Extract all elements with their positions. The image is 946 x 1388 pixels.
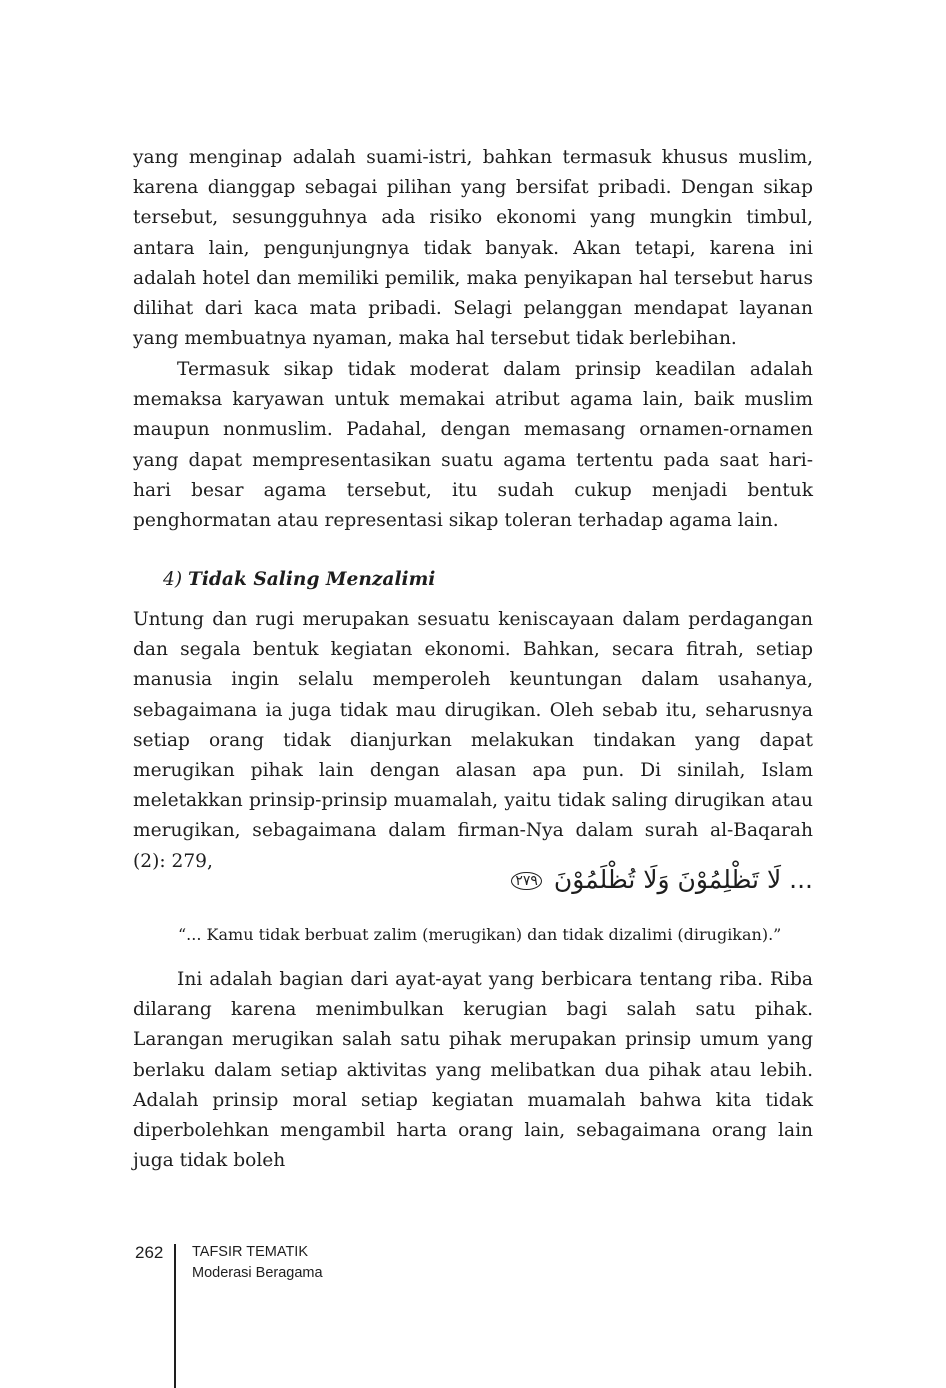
arabic-verse bbox=[511, 860, 813, 900]
body-paragraph: Termasuk sikap tidak moderat dalam prinsip keadilan adalah memaksa karyawan untuk memakai atribut agama lain, baik muslim maupun nonmuslim. Padahal, dengan memasang ornamen-ornamen yang dapat mempresentasikan suatu agama tertentu pada saat hari-hari besar agama tersebut, itu sudah cukup menjadi bentuk penghormatan atau representasi sikap toleran terhadap agama lain. bbox=[133, 359, 813, 532]
page-number: 262 bbox=[135, 1243, 164, 1262]
section-title: Tidak Saling Menzalimi bbox=[188, 569, 436, 590]
section-heading bbox=[163, 565, 435, 595]
body-paragraph: Untung dan rugi merupakan sesuatu keniscayaan dalam perdagangan dan segala bentuk kegiatan ekonomi. Bahkan, secara fitrah, setiap manusia ingin selalu memperoleh keuntungan dalam usahanya, sebagaimana ia juga tidak mau dirugikan. Oleh sebab itu, seharusnya setiap orang tidak dianjurkan melakukan tindakan yang dapat merugikan pihak lain dengan alasan apa pun. Di sinilah, Islam meletakkan prinsip-prinsip muamalah, yaitu tidak saling dirugikan atau merugikan, sebagaimana dalam firman-Nya dalam surah al-Baqarah (2): 279, bbox=[133, 609, 813, 872]
arabic-verse-text: ... لَا تَظْلِمُوْنَ وَلَا تُظْلَمُوْنَ bbox=[553, 865, 813, 894]
body-paragraph: yang menginap adalah suami-istri, bahkan termasuk khusus muslim, karena dianggap sebagai pilihan yang bersifat pribadi. Dengan sikap tersebut, sesungguhnya ada risiko ekonomi yang mungkin timbul, antara lain, pengunjungnya tidak banyak. Akan tetapi, karena ini adalah hotel dan memiliki pemilik, maka penyikapan hal tersebut harus dilihat dari kaca mata pribadi. Selagi pelanggan mendapat layanan yang membuatnya nyaman, maka hal tersebut tidak berlebihan. bbox=[133, 147, 813, 350]
book-title: TAFSIR TEMATIK bbox=[192, 1244, 309, 1260]
verse-translation: “... Kamu tidak berbuat zalim (merugikan) dan tidak dizalimi (dirugikan).” bbox=[178, 925, 782, 944]
book-subtitle: Moderasi Beragama bbox=[192, 1265, 323, 1281]
body-paragraph: Ini adalah bagian dari ayat-ayat yang berbicara tentang riba. Riba dilarang karena menimbulkan kerugian bagi salah satu pihak. Larangan merugikan salah satu pihak merupakan prinsip umum yang berlaku dalam setiap aktivitas yang melibatkan dua pihak atau lebih. Adalah prinsip moral setiap kegiatan muamalah bahwa kita tidak diperbolehkan mengambil harta orang lain, sebagaimana orang lain juga tidak boleh bbox=[133, 969, 813, 1172]
section-number: 4) bbox=[163, 569, 183, 590]
footer-divider bbox=[174, 1244, 176, 1388]
verse-number-marker: ٢٧٩ bbox=[511, 872, 542, 890]
